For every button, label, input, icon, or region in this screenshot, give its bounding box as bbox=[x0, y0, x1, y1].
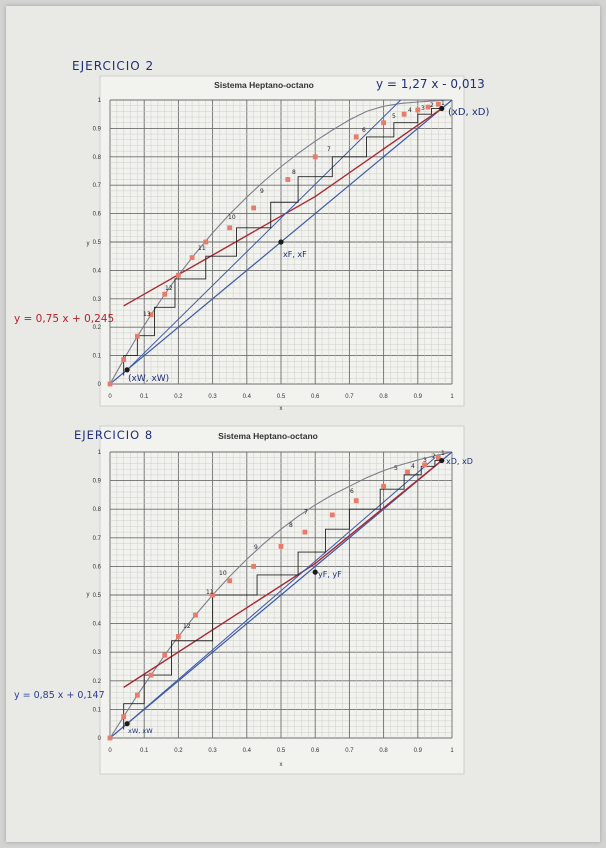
y-tick-label: 0.2 bbox=[92, 678, 101, 685]
equilibrium-marker bbox=[279, 544, 284, 549]
equilibrium-marker bbox=[190, 255, 195, 260]
stage-number: 4 bbox=[408, 107, 412, 114]
y-tick-label: 0.1 bbox=[92, 707, 101, 714]
key-point-marker bbox=[278, 239, 283, 244]
x-tick-label: 0.9 bbox=[413, 748, 422, 754]
x-tick-label: 0.3 bbox=[208, 748, 217, 754]
x-tick-label: 0 bbox=[108, 394, 112, 400]
stage-number: 9 bbox=[260, 188, 264, 195]
equilibrium-marker bbox=[251, 206, 256, 211]
stage-number: 8 bbox=[289, 522, 293, 529]
equilibrium-marker bbox=[381, 484, 386, 489]
stage-number: 11 bbox=[206, 589, 214, 596]
y-tick-label: 0.9 bbox=[92, 478, 101, 485]
equilibrium-marker bbox=[135, 334, 140, 339]
x-tick-label: 0.9 bbox=[413, 394, 422, 400]
equilibrium-marker bbox=[405, 470, 410, 475]
chart-1-left-equation: y = 0,75 x + 0,245 bbox=[14, 313, 115, 325]
equilibrium-marker bbox=[176, 273, 181, 278]
y-tick-label: 0.9 bbox=[92, 126, 101, 133]
key-point-marker bbox=[439, 458, 444, 463]
y-tick-label: 0.4 bbox=[92, 621, 101, 628]
equilibrium-marker bbox=[108, 382, 113, 387]
equilibrium-marker bbox=[251, 564, 256, 569]
key-point-marker bbox=[125, 721, 130, 726]
equilibrium-marker bbox=[381, 120, 386, 125]
y-tick-label: 1 bbox=[97, 98, 101, 104]
chart-1-x-axis-label: x bbox=[279, 406, 283, 412]
equilibrium-marker bbox=[313, 154, 318, 159]
chart-1-title: Sistema Heptano-octano bbox=[214, 80, 314, 90]
equilibrium-marker bbox=[303, 530, 308, 535]
y-tick-label: 0.8 bbox=[92, 507, 101, 514]
y-tick-label: 0.2 bbox=[92, 325, 101, 332]
stage-number: 13 bbox=[143, 311, 151, 318]
stage-number: 7 bbox=[304, 509, 308, 516]
x-tick-label: 0.4 bbox=[242, 748, 251, 754]
equilibrium-marker bbox=[149, 673, 154, 678]
x-tick-label: 1 bbox=[450, 394, 454, 400]
y-tick-label: 0.5 bbox=[92, 593, 101, 599]
stage-number: 11 bbox=[198, 245, 206, 252]
x-tick-label: 0.1 bbox=[140, 394, 149, 400]
stage-number: 10 bbox=[228, 214, 236, 221]
stage-number: 2 bbox=[430, 102, 434, 109]
x-tick-label: 0.8 bbox=[379, 394, 388, 400]
stage-number: 3 bbox=[421, 105, 425, 112]
y-tick-label: 0.6 bbox=[92, 564, 101, 571]
x-tick-label: 0.6 bbox=[311, 748, 320, 754]
x-tick-label: 0.6 bbox=[311, 394, 320, 400]
chart-1-top-equation: y = 1,27 x - 0,013 bbox=[376, 77, 485, 91]
equilibrium-marker bbox=[108, 736, 113, 741]
chart-1 bbox=[14, 59, 489, 412]
equilibrium-marker bbox=[135, 693, 140, 698]
chart-2-frame bbox=[97, 426, 464, 774]
stage-number: 7 bbox=[327, 146, 331, 153]
x-tick-label: 0.5 bbox=[276, 748, 286, 754]
x-tick-label: 0 bbox=[108, 748, 112, 754]
y-tick-label: 0.7 bbox=[92, 183, 101, 190]
key-point-marker bbox=[125, 367, 130, 372]
x-tick-label: 0.2 bbox=[174, 394, 183, 400]
y-tick-label: 0 bbox=[97, 736, 101, 742]
equilibrium-marker bbox=[285, 177, 290, 182]
exercise-2-label: EJERCICIO 2 bbox=[72, 59, 155, 73]
chart-2 bbox=[14, 426, 473, 774]
x-tick-label: 0.1 bbox=[140, 748, 149, 754]
chart-1-y-axis-label: y bbox=[86, 241, 90, 247]
y-tick-label: 0 bbox=[97, 382, 101, 388]
chart-2-x-axis-label: x bbox=[279, 762, 283, 768]
y-tick-label: 1 bbox=[97, 450, 101, 456]
stage-number: 6 bbox=[362, 127, 366, 134]
y-tick-label: 0.8 bbox=[92, 154, 101, 161]
equilibrium-marker bbox=[330, 513, 335, 518]
equilibrium-marker bbox=[162, 653, 167, 658]
stage-number: 4 bbox=[411, 463, 415, 470]
x-tick-label: 0.2 bbox=[174, 748, 183, 754]
equilibrium-marker bbox=[162, 292, 167, 297]
chart-2-yf-label: yF, yF bbox=[318, 570, 342, 579]
stage-number: 10 bbox=[219, 570, 227, 577]
x-tick-label: 1 bbox=[450, 748, 454, 754]
y-tick-label: 0.7 bbox=[92, 535, 101, 542]
equilibrium-marker bbox=[203, 240, 208, 245]
equilibrium-marker bbox=[436, 102, 441, 107]
chart-1-xd-label: (xD, xD) bbox=[448, 107, 490, 118]
stage-number: 12 bbox=[165, 285, 173, 292]
equilibrium-marker bbox=[354, 135, 359, 140]
equilibrium-marker bbox=[415, 108, 420, 113]
stage-number: 5 bbox=[392, 113, 396, 120]
equilibrium-marker bbox=[121, 357, 126, 362]
x-tick-label: 0.5 bbox=[276, 394, 286, 400]
stage-number: 2 bbox=[432, 453, 436, 460]
x-tick-label: 0.4 bbox=[242, 394, 251, 400]
equilibrium-marker bbox=[227, 225, 232, 230]
stage-number: 9 bbox=[254, 544, 258, 551]
x-tick-label: 0.8 bbox=[379, 748, 388, 754]
chart-2-left-equation: y = 0,85 x + 0,147 bbox=[14, 690, 105, 701]
y-tick-label: 0.6 bbox=[92, 211, 101, 218]
exercise-8-label: EJERCICIO 8 bbox=[74, 428, 154, 442]
chart-1-xw-label: (xW, xW) bbox=[128, 374, 170, 384]
y-tick-label: 0.4 bbox=[92, 268, 101, 275]
y-tick-label: 0.3 bbox=[92, 296, 101, 303]
equilibrium-marker bbox=[176, 634, 181, 639]
equilibrium-marker bbox=[354, 498, 359, 503]
x-tick-label: 0.3 bbox=[208, 394, 217, 400]
stage-number: 1 bbox=[441, 450, 445, 457]
stage-number: 3 bbox=[423, 457, 427, 464]
stage-number: 5 bbox=[394, 465, 398, 472]
equilibrium-marker bbox=[121, 714, 126, 719]
x-tick-label: 0.7 bbox=[345, 394, 354, 400]
y-tick-label: 0.1 bbox=[92, 353, 101, 360]
equilibrium-marker bbox=[193, 613, 198, 618]
x-tick-label: 0.7 bbox=[345, 748, 354, 754]
chart-2-y-axis-label: y bbox=[86, 592, 90, 598]
chart-2-xd-label: xD, xD bbox=[446, 457, 473, 466]
equilibrium-marker bbox=[402, 112, 407, 117]
chart-2-xw-label: xW, xW bbox=[128, 727, 153, 735]
stage-number: 6 bbox=[350, 488, 354, 495]
stage-number: 1 bbox=[441, 100, 445, 107]
chart-2-title: Sistema Heptano-octano bbox=[218, 431, 318, 441]
stage-number: 12 bbox=[183, 623, 191, 630]
y-tick-label: 0.5 bbox=[92, 240, 101, 246]
stage-number: 8 bbox=[292, 169, 296, 176]
equilibrium-marker bbox=[227, 578, 232, 583]
y-tick-label: 0.3 bbox=[92, 650, 101, 657]
chart-1-xf-label: xF, xF bbox=[283, 250, 307, 259]
